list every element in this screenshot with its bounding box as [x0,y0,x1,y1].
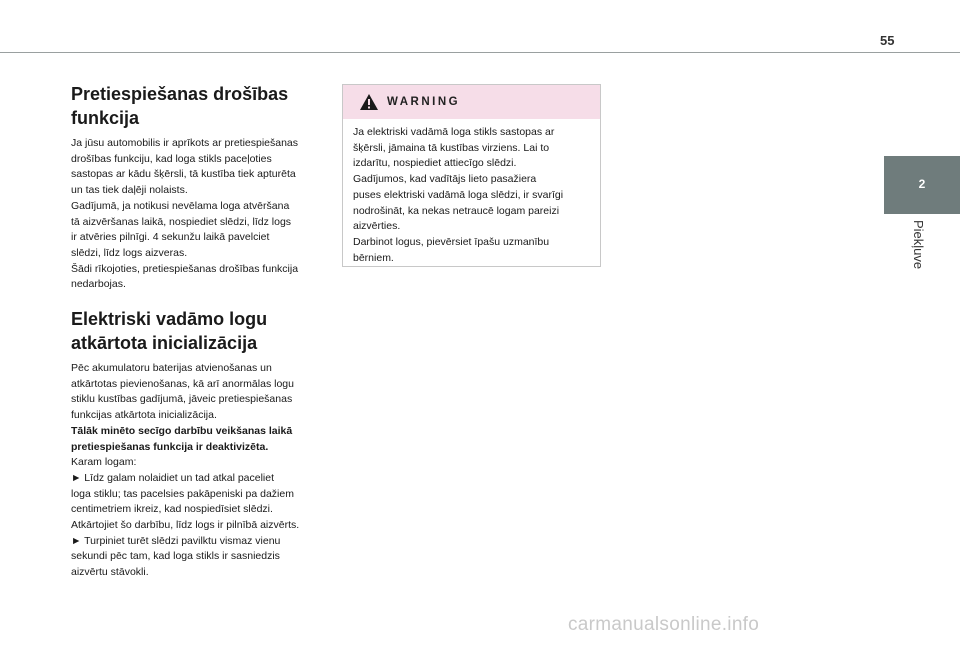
chapter-label [912,220,932,290]
chapter-tab[interactable] [884,156,960,214]
chapter-label-text: Piekļuve [911,220,926,270]
text-line: Karam logam: [71,456,137,469]
text-line: šķērsli, jāmaina tā kustības virziens. Lai to [353,141,550,154]
text-line: loga stiklu; tas pacelsies pakāpeniski pa dažiem [71,487,294,500]
section-heading-reinitialisation [71,307,329,355]
warning-box [342,84,601,267]
text-line: Darbinot logus, pievērsiet īpašu uzmanību [353,235,550,248]
heading-line: atkārtota inicializācija [71,333,258,354]
text-line: bērniem. [353,251,394,264]
text-line: Šādi rīkojoties, pretiespiešanas drošības funkcija [71,262,299,275]
reinitialisation-steps [71,455,329,581]
text-line: Atkārtojiet šo darbību, līdz logs ir pilnībā aizvērts. [71,519,300,532]
text-line: funkcijas atkārtota inicializācija. [71,409,217,422]
section-heading-anti-pinch [71,82,329,130]
heading-line: Elektriski vadāmo logu [71,309,268,330]
text-line: sastopas ar kādu šķērsli, tā kustība tiek apturēta [71,168,296,181]
text-line: drošības funkciju, kad loga stikls paceļoties [71,152,272,165]
text-line: Tālāk minēto secīgo darbību veikšanas laikā [71,424,293,437]
reinitialisation-intro [71,361,329,424]
page-number: 55 [880,33,895,48]
text-line: ► Turpiniet turēt slēdzi pavilktu vismaz vienu [71,534,281,547]
text-line: Ja jūsu automobilis ir aprīkots ar pretiespiešanas [71,137,299,149]
warning-header [343,85,600,119]
text-line: pretiespiešanas funkcija ir deaktivizēta. [71,440,269,453]
text-line: Ja elektriski vadāmā loga stikls sastopas ar [353,126,555,138]
text-line: nodrošināt, ka nekas netraucē logam pareizi [353,204,560,217]
text-line: tā aizvēršanas laikā, nospiediet slēdzi, līdz logs [71,215,292,228]
watermark: carmanualsonline.info [568,614,760,635]
warning-title: WARNING [387,96,461,108]
left-column [71,82,329,581]
text-line: aizvērties. [353,220,401,233]
text-line: stiklu kustības gadījumā, jāveic pretiespiešanas [71,393,293,406]
text-line: nedarbojas. [71,278,126,291]
text-line: puses elektriski vadāmā loga slēdzi, ir svarīgi [353,188,564,201]
text-line: Pēc akumulatoru baterijas atvienošanas un [71,362,272,375]
text-line: sekundi pēc tam, kad loga stikls ir sasniedzis [71,550,280,563]
text-line: Gadījumā, ja notikusi nevēlama loga atvēršana [71,199,290,212]
text-line: izdarītu, nospiediet attiecīgo slēdzi. [353,157,517,170]
text-line: un tas tiek daļēji nolaists. [71,184,188,197]
text-line: ir atvēries pilnīgi. 4 sekunžu laikā pavelciet [71,231,270,244]
text-line: aizvērtu stāvokli. [71,566,149,579]
text-line: Gadījumos, kad vadītājs lieto pasažiera [353,173,537,186]
chapter-tab-number: 2 [918,177,926,191]
text-line: ► Līdz galam nolaidiet un tad atkal paceliet [71,471,275,484]
header-divider [0,52,960,53]
heading-line: funkcija [71,108,140,128]
warning-triangle-icon [359,93,379,111]
deactivation-notice [71,424,329,455]
text-line: slēdzi, līdz logs aizveras. [71,246,188,259]
heading-line: Pretiespiešanas drošības [71,84,289,104]
text-line: centimetriem ikreiz, kad nospiedīsiet slēdzi. [71,503,273,516]
warning-text [343,119,600,266]
text-line: atkārtotas pievienošanas, kā arī anormālas logu [71,377,294,390]
anti-pinch-paragraph [71,136,329,293]
